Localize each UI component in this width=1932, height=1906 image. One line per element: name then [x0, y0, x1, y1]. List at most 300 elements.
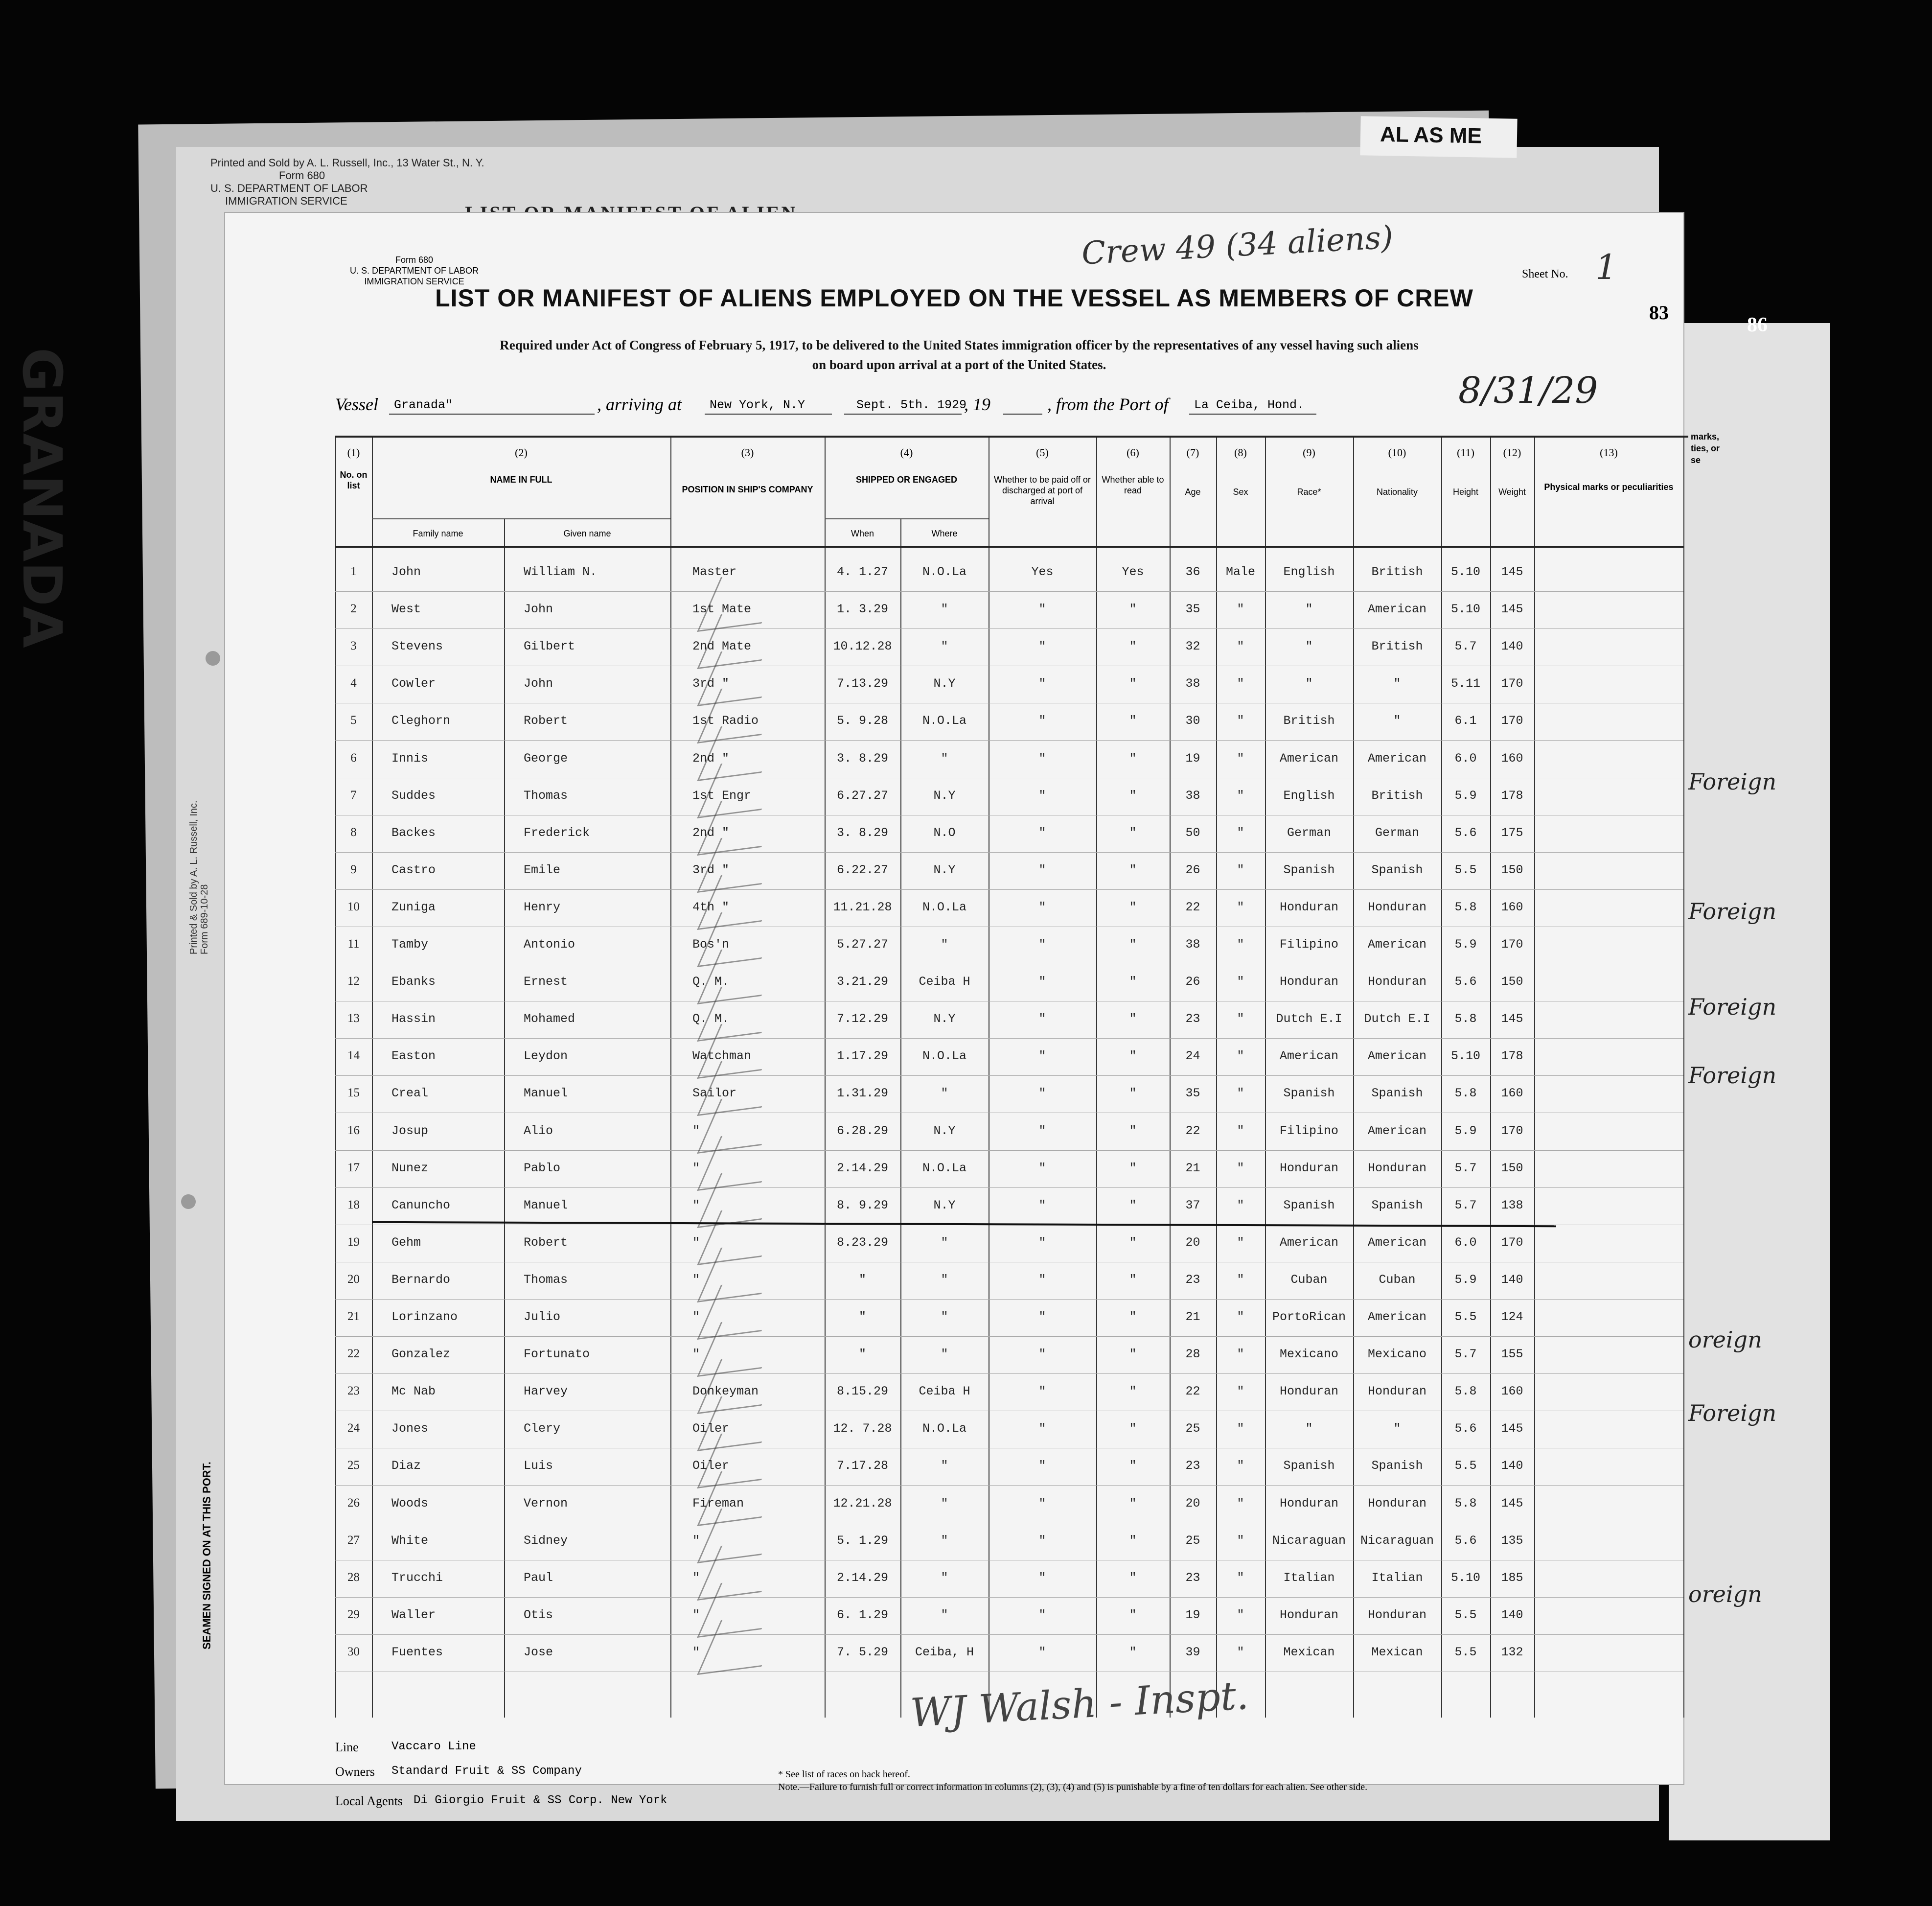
- cell-sex: ": [1237, 1161, 1244, 1175]
- cell-family: Castro: [391, 862, 436, 877]
- foreign-note: Foreign: [1688, 768, 1777, 795]
- table-row: [335, 667, 1688, 704]
- cell-read: ": [1129, 602, 1137, 617]
- cell-race: Filipino: [1279, 1123, 1339, 1138]
- cell-when: 10.12.28: [833, 639, 892, 654]
- cell-weight: 135: [1501, 1533, 1523, 1548]
- footer-notes: * See list of races on back hereof. Note.—Failure to furnish full or correct information in columns (2), (3), (4) and (5) is punishable by a fine of ten dollars for each alien. See other side.: [778, 1769, 1368, 1792]
- cell-paid: ": [1038, 1086, 1046, 1101]
- cell-age: 21: [1185, 1161, 1200, 1175]
- back-form-no: Form 680: [279, 169, 325, 182]
- cell-paid: ": [1038, 1235, 1046, 1250]
- cell-read: ": [1129, 937, 1137, 952]
- cell-age: 28: [1185, 1347, 1200, 1362]
- cell-read: ": [1129, 1049, 1137, 1064]
- cell-paid: ": [1038, 676, 1046, 691]
- cell-race: Honduran: [1279, 1384, 1339, 1399]
- cell-height: 6.1: [1454, 714, 1477, 728]
- cell-paid: ": [1038, 1198, 1046, 1212]
- cell-weight: 175: [1501, 825, 1523, 840]
- cell-sex: ": [1237, 1012, 1244, 1026]
- cell-family: John: [391, 565, 421, 579]
- cell-nat: American: [1367, 751, 1427, 766]
- cell-paid: ": [1038, 1459, 1046, 1473]
- cell-nat: American: [1367, 602, 1427, 617]
- cell-weight: 160: [1501, 1384, 1523, 1399]
- table-row: [335, 1039, 1688, 1076]
- cell-read: ": [1129, 1235, 1137, 1250]
- cell-no: 16: [347, 1123, 360, 1137]
- handwritten-date: 8/31/29: [1458, 370, 1598, 412]
- right-page-number: 86: [1747, 314, 1768, 336]
- cell-no: 14: [347, 1049, 360, 1063]
- cell-given: Manuel: [524, 1086, 568, 1101]
- cell-height: 5.5: [1454, 1310, 1477, 1324]
- cell-weight: 140: [1501, 1272, 1523, 1287]
- cell-given: Antonio: [524, 937, 575, 952]
- cell-family: Backes: [391, 825, 436, 840]
- cell-family: Cleghorn: [391, 714, 451, 728]
- table-row: [335, 853, 1688, 890]
- cell-given: Mohamed: [524, 1012, 575, 1026]
- cell-sex: ": [1237, 1421, 1244, 1436]
- cell-weight: 140: [1501, 1607, 1523, 1622]
- header-age: Age: [1185, 487, 1201, 497]
- cell-where: ": [941, 1607, 948, 1622]
- cell-weight: 124: [1501, 1310, 1523, 1324]
- table-row: [335, 1188, 1688, 1226]
- cell-where: ": [941, 751, 948, 766]
- colnum: (1): [347, 446, 360, 459]
- cell-sex: ": [1237, 825, 1244, 840]
- vessel-stamp: GRANADA: [11, 348, 73, 648]
- cell-given: Clery: [524, 1421, 561, 1436]
- cell-weight: 145: [1501, 602, 1523, 617]
- cell-age: 38: [1185, 937, 1200, 952]
- cell-when: 1. 3.29: [836, 602, 889, 617]
- cell-given: Ernest: [524, 975, 568, 989]
- cell-family: White: [391, 1533, 429, 1548]
- cell-read: ": [1129, 639, 1137, 654]
- cell-nat: Dutch E.I: [1364, 1012, 1430, 1026]
- cell-sex: ": [1237, 1049, 1244, 1064]
- cell-given: Fortunato: [524, 1347, 590, 1362]
- from-port-label: , from the Port of: [1047, 395, 1169, 414]
- cell-family: Cowler: [391, 676, 436, 691]
- cell-no: 23: [347, 1384, 360, 1398]
- cell-position: Bos'n: [692, 937, 730, 952]
- cell-sex: ": [1237, 937, 1244, 952]
- cell-nat: ": [1393, 676, 1401, 691]
- cell-where: ": [941, 1235, 948, 1250]
- cell-nat: Cuban: [1379, 1272, 1416, 1287]
- cell-sex: ": [1237, 751, 1244, 766]
- footer-agents: Local Agents Di Giorgio Fruit & SS Corp. New York: [335, 1794, 667, 1808]
- cell-when: 6.27.27: [836, 788, 889, 803]
- cell-race: Honduran: [1279, 975, 1339, 989]
- header-where: Where: [931, 529, 958, 538]
- cell-age: 22: [1185, 900, 1200, 914]
- table-row: [335, 779, 1688, 816]
- cell-no: 8: [350, 825, 357, 839]
- cell-where: N.O.La: [922, 900, 966, 914]
- cell-paid: ": [1038, 862, 1046, 877]
- cell-race: Cuban: [1290, 1272, 1328, 1287]
- cell-race: Mexicano: [1279, 1347, 1339, 1362]
- cell-given: Manuel: [524, 1198, 568, 1212]
- cell-sex: ": [1237, 714, 1244, 728]
- cell-height: 5.6: [1454, 825, 1477, 840]
- cell-paid: ": [1038, 1272, 1046, 1287]
- cell-nat: Nicaraguan: [1360, 1533, 1434, 1548]
- cell-position: Oiler: [692, 1459, 730, 1473]
- cell-race: Honduran: [1279, 900, 1339, 914]
- table-row: [335, 1114, 1688, 1151]
- cell-nat: Honduran: [1367, 975, 1427, 989]
- cell-family: Easton: [391, 1049, 436, 1064]
- sheet-number: 1: [1595, 247, 1617, 287]
- cell-no: 9: [350, 862, 357, 876]
- table-row: [335, 890, 1688, 928]
- cell-paid: ": [1038, 1645, 1046, 1659]
- cell-nat: Honduran: [1367, 900, 1427, 914]
- cell-family: Innis: [391, 751, 429, 766]
- vessel-label: Vessel: [335, 395, 378, 414]
- cell-age: 23: [1185, 1570, 1200, 1585]
- cell-family: Ebanks: [391, 975, 436, 989]
- cell-position: 2nd Mate: [692, 639, 752, 654]
- cell-sex: ": [1237, 1235, 1244, 1250]
- cell-paid: ": [1038, 751, 1046, 766]
- cell-family: Canuncho: [391, 1198, 451, 1212]
- header-name-in-full: NAME IN FULL: [490, 475, 552, 485]
- cell-height: 5.5: [1454, 1645, 1477, 1659]
- cell-where: ": [941, 1570, 948, 1585]
- cell-family: Waller: [391, 1607, 436, 1622]
- table-row: [335, 1374, 1688, 1412]
- colnum: (5): [1036, 446, 1049, 459]
- page-number: 83: [1649, 302, 1669, 324]
- cell-given: George: [524, 751, 568, 766]
- cell-race: ": [1305, 676, 1313, 691]
- cell-read: ": [1129, 900, 1137, 914]
- colnum: (11): [1457, 446, 1474, 459]
- arrival-date: Sept. 5th. 1929: [856, 398, 967, 412]
- cell-given: Paul: [524, 1570, 553, 1585]
- header-shipped: SHIPPED OR ENGAGED: [855, 475, 958, 485]
- cell-nat: Honduran: [1367, 1607, 1427, 1622]
- cell-position: Donkeyman: [692, 1384, 759, 1399]
- cell-height: 5.8: [1454, 1086, 1477, 1101]
- cell-where: N.Y: [933, 1012, 956, 1026]
- cell-no: 15: [347, 1086, 360, 1100]
- header-no-on-list: No. on list: [340, 470, 368, 490]
- cell-family: West: [391, 602, 421, 617]
- manifest-page: [225, 213, 1683, 1784]
- cell-nat: ": [1393, 714, 1401, 728]
- cell-weight: 178: [1501, 1049, 1523, 1064]
- cell-when: 4. 1.27: [836, 565, 889, 579]
- cell-when: 3. 8.29: [836, 751, 889, 766]
- back-sheet-header: [210, 157, 484, 208]
- cell-weight: 170: [1501, 1123, 1523, 1138]
- cell-height: 5.10: [1450, 565, 1480, 579]
- table-row: [335, 1337, 1688, 1374]
- cell-read: ": [1129, 1347, 1137, 1362]
- vessel-name: Granada": [394, 398, 453, 412]
- table-row: [335, 1598, 1688, 1635]
- cell-height: 5.7: [1454, 1161, 1477, 1175]
- cell-nat: Spanish: [1371, 1198, 1423, 1212]
- cell-no: 4: [350, 676, 357, 690]
- cell-weight: 170: [1501, 676, 1523, 691]
- header-when: When: [851, 529, 874, 538]
- table-row: [335, 1151, 1688, 1188]
- cell-paid: ": [1038, 1012, 1046, 1026]
- cell-when: 6.28.29: [836, 1123, 889, 1138]
- cell-when: 8.15.29: [836, 1384, 889, 1399]
- cell-where: ": [941, 937, 948, 952]
- year-label: , 19: [964, 395, 990, 414]
- cell-height: 5.5: [1454, 1607, 1477, 1622]
- cell-read: ": [1129, 1533, 1137, 1548]
- cell-weight: 145: [1501, 1012, 1523, 1026]
- cell-read: Yes: [1122, 565, 1144, 579]
- cell-family: Lorinzano: [391, 1310, 458, 1324]
- colnum: (8): [1234, 446, 1247, 459]
- cell-age: 38: [1185, 788, 1200, 803]
- header-race: Race*: [1297, 487, 1321, 497]
- cell-sex: ": [1237, 602, 1244, 617]
- colnum: (12): [1503, 446, 1521, 459]
- cell-age: 35: [1185, 602, 1200, 617]
- cell-height: 5.7: [1454, 1347, 1477, 1362]
- cell-where: Ceiba, H: [915, 1645, 974, 1659]
- cell-weight: 160: [1501, 900, 1523, 914]
- cell-race: Spanish: [1283, 1198, 1335, 1212]
- cell-age: 22: [1185, 1384, 1200, 1399]
- cell-height: 5.10: [1450, 1570, 1480, 1585]
- cell-where: N.Y: [933, 676, 956, 691]
- cell-race: Italian: [1283, 1570, 1335, 1585]
- cell-paid: ": [1038, 825, 1046, 840]
- cell-no: 24: [347, 1421, 360, 1435]
- cell-race: Spanish: [1283, 1086, 1335, 1101]
- cell-weight: 140: [1501, 639, 1523, 654]
- cell-given: Harvey: [524, 1384, 568, 1399]
- table-row: [335, 816, 1688, 853]
- cell-paid: ": [1038, 1384, 1046, 1399]
- cell-age: 36: [1185, 565, 1200, 579]
- cell-no: 11: [347, 937, 360, 951]
- cell-given: Otis: [524, 1607, 553, 1622]
- cell-given: John: [524, 676, 553, 691]
- cell-height: 5.9: [1454, 937, 1477, 952]
- cell-sex: ": [1237, 1496, 1244, 1511]
- cell-race: Honduran: [1279, 1161, 1339, 1175]
- cell-age: 23: [1185, 1012, 1200, 1026]
- cell-age: 25: [1185, 1421, 1200, 1436]
- colnum: (9): [1303, 446, 1315, 459]
- cell-no: 30: [347, 1645, 360, 1658]
- cell-age: 25: [1185, 1533, 1200, 1548]
- cell-age: 26: [1185, 975, 1200, 989]
- cell-where: ": [941, 1086, 948, 1101]
- cell-when: 7.17.28: [836, 1459, 889, 1473]
- cell-position: ": [692, 1161, 700, 1175]
- cell-no: 28: [347, 1570, 360, 1584]
- cell-sex: ": [1237, 1198, 1244, 1212]
- cell-when: 2.14.29: [836, 1161, 889, 1175]
- cell-family: Mc Nab: [391, 1384, 436, 1399]
- cell-race: ": [1305, 1421, 1313, 1436]
- cell-given: William N.: [524, 565, 598, 579]
- cell-race: English: [1283, 788, 1335, 803]
- cell-height: 5.6: [1454, 1421, 1477, 1436]
- cell-nat: Italian: [1371, 1570, 1423, 1585]
- cell-family: Creal: [391, 1086, 429, 1101]
- departure-port: La Ceiba, Hond.: [1194, 398, 1305, 412]
- cell-weight: 170: [1501, 714, 1523, 728]
- cell-height: 5.6: [1454, 975, 1477, 989]
- cell-race: Honduran: [1279, 1607, 1339, 1622]
- back-tab-text: AL AS ME: [1380, 122, 1482, 148]
- cell-paid: Yes: [1031, 565, 1054, 579]
- cell-given: Luis: [524, 1459, 553, 1473]
- cell-where: ": [941, 1347, 948, 1362]
- colnum: (13): [1600, 446, 1618, 459]
- cell-position: Sailor: [692, 1086, 737, 1101]
- header-sex: Sex: [1233, 487, 1248, 497]
- cell-where: N.O.La: [922, 565, 966, 579]
- cell-position: 2nd ": [692, 825, 730, 840]
- cell-nat: Mexicano: [1367, 1347, 1427, 1362]
- cell-position: ": [692, 1347, 700, 1362]
- cell-position: Master: [692, 565, 737, 579]
- table-row: [335, 965, 1688, 1002]
- cell-when: 7. 5.29: [836, 1645, 889, 1659]
- cell-paid: ": [1038, 788, 1046, 803]
- cell-given: Alio: [524, 1123, 553, 1138]
- arriving-port: New York, N.Y: [710, 398, 805, 412]
- arriving-label: , arriving at: [597, 395, 682, 414]
- cell-height: 6.0: [1454, 751, 1477, 766]
- cell-no: 1: [350, 565, 357, 578]
- cell-sex: ": [1237, 1086, 1244, 1101]
- back-printer: Printed and Sold by A. L. Russell, Inc., 13 Water St., N. Y.: [210, 157, 484, 169]
- cell-when: 12.21.28: [833, 1496, 892, 1511]
- cell-paid: ": [1038, 1123, 1046, 1138]
- colnum: (10): [1388, 446, 1406, 459]
- table-row: [335, 592, 1688, 629]
- cell-family: Hassin: [391, 1012, 436, 1026]
- cell-weight: 132: [1501, 1645, 1523, 1659]
- cell-sex: ": [1237, 788, 1244, 803]
- cell-when: 11.21.28: [833, 900, 892, 914]
- cell-when: 1.31.29: [836, 1086, 889, 1101]
- header-nationality: Nationality: [1376, 487, 1418, 497]
- page-subtitle: Required under Act of Congress of February 5, 1917, to be delivered to the United States immigration officer by the representatives of any vessel having such aliens on board upon arrival at a port of the United States.: [500, 338, 1419, 372]
- cell-read: ": [1129, 1645, 1137, 1659]
- table-row: [335, 1561, 1688, 1598]
- cell-position: ": [692, 1310, 700, 1324]
- cell-height: 5.5: [1454, 1459, 1477, 1473]
- cell-position: 1st Mate: [692, 602, 752, 617]
- cell-height: 5.11: [1450, 676, 1480, 691]
- cell-family: Gonzalez: [391, 1347, 451, 1362]
- cell-paid: ": [1038, 1310, 1046, 1324]
- cell-where: N.Y: [933, 1198, 956, 1212]
- cell-paid: ": [1038, 1347, 1046, 1362]
- cell-read: ": [1129, 825, 1137, 840]
- header-weight: Weight: [1498, 487, 1526, 497]
- header-paid-off: Whether to be paid off or discharged at port of arrival: [994, 475, 1091, 506]
- cell-family: Bernardo: [391, 1272, 451, 1287]
- cell-where: N.O.La: [922, 1421, 966, 1436]
- cell-race: Filipino: [1279, 937, 1339, 952]
- cell-race: American: [1279, 751, 1339, 766]
- cell-nat: Spanish: [1371, 1459, 1423, 1473]
- colnum: (6): [1127, 446, 1139, 459]
- footer-owners: Owners Standard Fruit & SS Company: [335, 1765, 582, 1779]
- table-row: [335, 1449, 1688, 1486]
- cell-sex: ": [1237, 1272, 1244, 1287]
- back-department: U. S. DEPARTMENT OF LABOR: [210, 182, 368, 194]
- footer-line: Line Vaccaro Line: [335, 1740, 476, 1754]
- cell-age: 22: [1185, 1123, 1200, 1138]
- cell-given: Leydon: [524, 1049, 568, 1064]
- cell-family: Fuentes: [391, 1645, 443, 1659]
- cell-where: Ceiba H: [919, 975, 970, 989]
- cell-weight: 150: [1501, 862, 1523, 877]
- cell-given: Gilbert: [524, 639, 575, 654]
- cell-no: 12: [347, 975, 360, 988]
- cell-read: ": [1129, 1161, 1137, 1175]
- cell-where: N.Y: [933, 1123, 956, 1138]
- cell-where: ": [941, 1533, 948, 1548]
- cell-position: ": [692, 1123, 700, 1138]
- cell-weight: 160: [1501, 1086, 1523, 1101]
- punch-hole: [181, 1194, 196, 1209]
- cell-weight: 145: [1501, 1496, 1523, 1511]
- cell-age: 23: [1185, 1459, 1200, 1473]
- cell-where: ": [941, 1310, 948, 1324]
- cell-read: ": [1129, 1086, 1137, 1101]
- cell-read: ": [1129, 1459, 1137, 1473]
- cell-when: 5.27.27: [836, 937, 889, 952]
- colnum: (2): [515, 446, 528, 459]
- cell-when: 8. 9.29: [836, 1198, 889, 1212]
- table-row: [335, 555, 1688, 592]
- cell-position: Oiler: [692, 1421, 730, 1436]
- cell-sex: Male: [1225, 565, 1255, 579]
- cell-family: Jones: [391, 1421, 429, 1436]
- cell-read: ": [1129, 1310, 1137, 1324]
- cell-read: ": [1129, 1607, 1137, 1622]
- table-row: [335, 1002, 1688, 1039]
- cell-height: 5.5: [1454, 862, 1477, 877]
- foreign-note: Foreign: [1688, 1062, 1777, 1089]
- cell-read: ": [1129, 1496, 1137, 1511]
- cell-no: 3: [350, 639, 357, 653]
- colnum: (4): [900, 446, 913, 459]
- cell-paid: ": [1038, 937, 1046, 952]
- cell-height: 5.9: [1454, 1123, 1477, 1138]
- cell-sex: ": [1237, 1533, 1244, 1548]
- cell-race: Mexican: [1283, 1645, 1335, 1659]
- cell-family: Suddes: [391, 788, 436, 803]
- cell-position: 1st Engr: [692, 788, 752, 803]
